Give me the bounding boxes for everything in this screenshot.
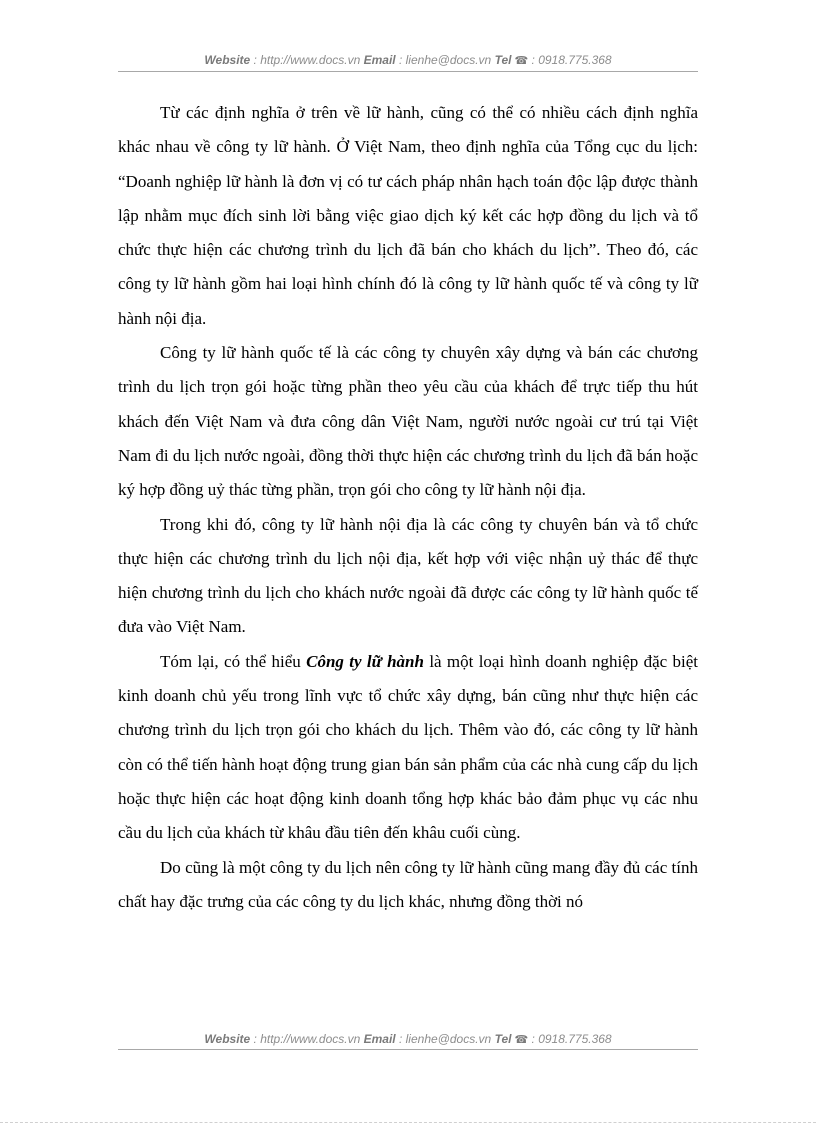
tel-label: Tel xyxy=(494,53,512,67)
paragraph-1: Từ các định nghĩa ở trên về lữ hành, cũng có thể có nhiều cách định nghĩa khác nhau về công ty lữ hành. Ở Việt Nam, theo định nghĩa của Tổng cục du lịch: “Doanh nghiệp lữ hành là đơn vị có tư cách pháp nhân hạch toán độc lập được thành lập nhằm mục đích sinh lời bằng việc giao dịch ký kết các hợp đồng du lịch và tổ chức thực hiện các chương trình du lịch đã bán cho khách du lịch”. Theo đó, các công ty lữ hành gồm hai loại hình chính đó là công ty lữ hành quốc tế và công ty lữ hành nội địa. xyxy=(118,103,698,328)
website-separator: : xyxy=(250,53,261,67)
footer-divider xyxy=(118,1049,698,1050)
email-separator: : xyxy=(395,1032,406,1046)
page-header xyxy=(118,52,698,69)
paragraph-4-rest: là một loại hình doanh nghiệp đặc biệt kinh doanh chủ yếu trong lĩnh vực tổ chức xây dựng, bán cũng như thực hiện các chương trình du lịch trọn gói cho khách du lịch. Thêm vào đó, các công ty lữ hành còn có thể tiến hành hoạt động trung gian bán sản phẩm của các nhà cung cấp du lịch hoặc thực hiện các hoạt động kinh doanh tổng hợp khác bảo đảm phục vụ các nhu cầu du lịch của khách từ khâu đầu tiên đến khâu cuối cùng. xyxy=(118,651,699,843)
phone-icon: ☎ xyxy=(514,1034,529,1046)
header-divider xyxy=(118,71,698,72)
paragraph-3: Trong khi đó, công ty lữ hành nội địa là các công ty chuyên bán và tổ chức thực hiện các chương trình du lịch nội địa, kết hợp với việc nhận uỷ thác để thực hiện chương trình du lịch cho khách nước ngoài đã được các công ty lữ hành quốc tế đưa vào Việt Nam. xyxy=(118,514,698,637)
website-url[interactable]: http://www.docs.vn xyxy=(260,53,361,67)
tel-value: 0918.775.368 xyxy=(538,1032,612,1046)
paragraph-2: Công ty lữ hành quốc tế là các công ty chuyên xây dựng và bán các chương trình du lịch trọn gói hoặc từng phần theo yêu cầu của khách để trực tiếp thu hút khách đến Việt Nam và đưa công dân Việt Nam, người nước ngoài cư trú tại Việt Nam đi du lịch nước ngoài, đồng thời thực hiện các chương trình du lịch đã bán hoặc ký hợp đồng uỷ thác từng phần, trọn gói cho công ty lữ hành nội địa. xyxy=(118,343,698,500)
website-separator: : xyxy=(250,1032,261,1046)
tel-label: Tel xyxy=(494,1032,512,1046)
tel-separator: : xyxy=(528,1032,539,1046)
document-body xyxy=(118,96,698,919)
email-value[interactable]: lienhe@docs.vn xyxy=(405,53,492,67)
tel-value: 0918.775.368 xyxy=(538,53,612,67)
email-value[interactable]: lienhe@docs.vn xyxy=(405,1032,492,1046)
website-label: Website xyxy=(204,1032,251,1046)
website-label: Website xyxy=(204,53,251,67)
tel-separator: : xyxy=(528,53,539,67)
email-label: Email xyxy=(363,1032,396,1046)
email-label: Email xyxy=(363,53,396,67)
phone-icon: ☎ xyxy=(514,55,529,67)
page-footer xyxy=(118,1031,698,1048)
emphasized-term: Công ty lữ hành xyxy=(306,651,424,671)
paragraph-4-lead: Tóm lại, có thể hiểu xyxy=(160,651,307,671)
email-separator: : xyxy=(395,53,406,67)
paragraph-4 xyxy=(118,645,698,851)
website-url[interactable]: http://www.docs.vn xyxy=(260,1032,361,1046)
paragraph-5: Do cũng là một công ty du lịch nên công ty lữ hành cũng mang đầy đủ các tính chất hay đặc trưng của các công ty du lịch khác, nhưng đồng thời nó xyxy=(118,857,698,911)
